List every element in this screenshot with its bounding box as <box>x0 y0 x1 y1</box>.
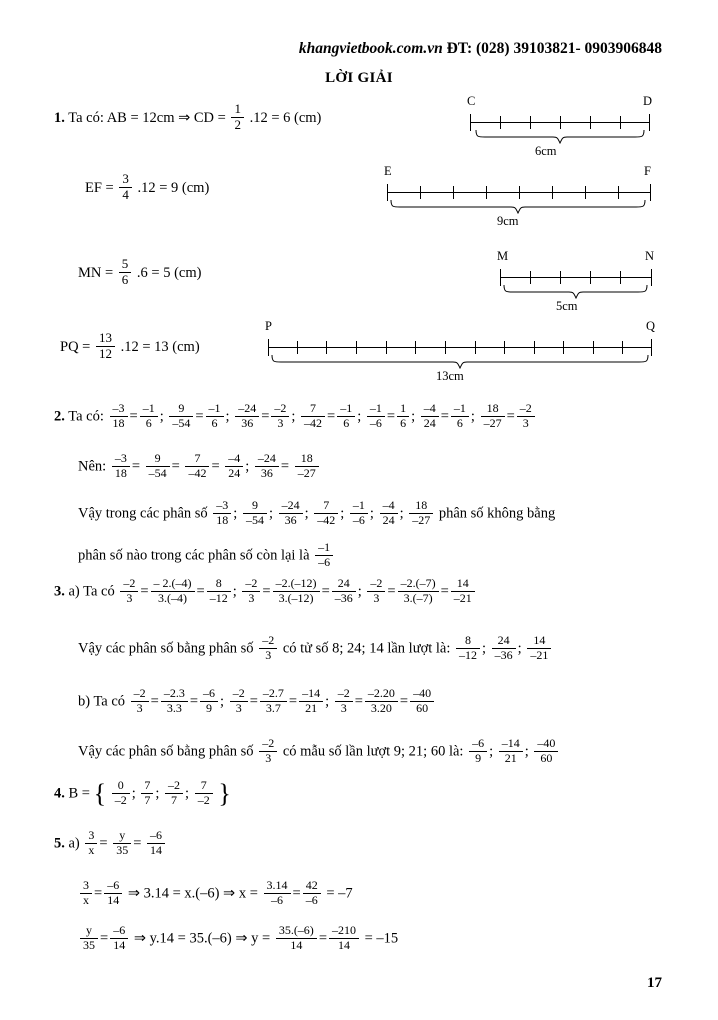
problem-4-label: 4. <box>54 785 65 802</box>
fraction: $\frac{-6}{9}$ <box>469 737 487 766</box>
fraction: $\frac{-2}{3}$ <box>131 687 149 716</box>
problem-4-line: 4. B = { $\frac{0}{-2}$ ; $\frac{7}{7}$ ; $\frac{-2}{7}$ ; $\frac{7}{-2}$ } <box>54 778 231 808</box>
fraction: $\frac{3}{x}$ <box>85 829 97 858</box>
fraction: $\frac{-2}{3}$ <box>367 577 385 606</box>
problem-5-line-2: $\frac{3}{x}$ = $\frac{-6}{14}$ ⇒ 3.14 = x.(–6) ⇒ x = $\frac{3.14}{-6}$ = $\frac{42}{-6}$ = –7 <box>78 880 353 909</box>
fraction: $\frac{-1}{6}$ <box>451 402 469 431</box>
fraction-1-2 <box>231 102 244 133</box>
fraction: $\frac{-1}{-6}$ <box>315 541 333 570</box>
fraction: $\frac{-4}{24}$ <box>421 402 439 431</box>
fraction: $\frac{14}{-21}$ <box>527 634 551 663</box>
problem-2-conclusion-pre: Vậy trong các phân số <box>78 505 208 522</box>
problem-1-label: 1. <box>54 109 65 126</box>
problem-5-line2-end: = –7 <box>326 885 353 902</box>
fraction-5-6 <box>119 257 132 288</box>
problem-3-b-conclusion: Vậy các phân số bằng phân số $\frac{-2}{3}$ có mẫu số lần lượt 9; 21; 60 là: $\frac{-6}{9}$ ; $\frac{-14}{21}$ ; $\frac{-40}{60}$ <box>78 738 688 767</box>
problem-3-label: 3. <box>54 583 65 600</box>
fraction: $\frac{-40}{60}$ <box>410 687 434 716</box>
problem-5-a-pre: a) <box>68 835 80 852</box>
problem-4-pre: B = <box>68 785 90 802</box>
set-brace-open: { <box>93 778 107 808</box>
fraction: $\frac{-2.20}{3.20}$ <box>365 687 398 716</box>
problem-2-then: Nên: <box>78 458 107 475</box>
header-phone: ĐT: (028) 39103821- 0903906848 <box>446 40 662 57</box>
fraction: $\frac{-24}{36}$ <box>279 499 303 528</box>
problem-1-line-4 <box>60 332 200 363</box>
fraction: $\frac{9}{-54}$ <box>243 499 267 528</box>
fraction: $\frac{-2}{3}$ <box>271 402 289 431</box>
diagram-pq-left-label: P <box>265 319 272 333</box>
fraction-13-12 <box>96 331 115 362</box>
fraction: $\frac{-3}{18}$ <box>110 402 128 431</box>
problem-3-b-concl-mid: có mẫu số lần lượt 9; 21; 60 là: <box>282 743 464 760</box>
header-site: khangvietbook.com.vn <box>298 40 443 57</box>
problem-2-line-2: Nên: $\frac{-3}{18}$ = $\frac{9}{-54}$ = $\frac{7}{-42}$ = $\frac{-4}{24}$ ; $\frac{-24}{36}$ = $\frac{18}{-27}$ <box>78 453 321 482</box>
diagram-pq-measure: 13cm <box>436 369 464 383</box>
page-number: 17 <box>647 975 662 991</box>
fraction: $\frac{-2}{3}$ <box>335 687 353 716</box>
fraction-numerator: 13 <box>98 330 112 345</box>
fraction: $\frac{18}{-27}$ <box>481 402 505 431</box>
fraction: $\frac{-2}{3}$ <box>517 402 535 431</box>
diagram-cd-left-label: C <box>467 94 476 108</box>
fraction-numerator: 5 <box>121 256 129 271</box>
fraction: $\frac{14}{-21}$ <box>451 577 475 606</box>
fraction: $\frac{24}{-36}$ <box>492 634 516 663</box>
fraction: $\frac{-2}{3}$ <box>242 577 260 606</box>
problem-3-line-b: b) Ta có $\frac{-2}{3}$ = $\frac{-2.3}{3.3}$ = $\frac{-6}{9}$ ; $\frac{-2}{3}$ = $\frac{-2.7}{3.7}$ = $\frac{-14}{21}$ ; $\frac{-2}{3}$ = $\frac{-2.20}{3.20}$ = $\frac{-40}{60}$ <box>78 688 708 717</box>
fraction: $\frac{7}{-42}$ <box>314 499 338 528</box>
fraction: $\frac{-24}{36}$ <box>235 402 259 431</box>
diagram-cd-measure: 6cm <box>535 144 557 158</box>
fraction: $\frac{9}{-54}$ <box>146 452 170 481</box>
fraction: $\frac{-40}{60}$ <box>534 737 558 766</box>
problem-5-line-3: $\frac{y}{35}$ = $\frac{-6}{14}$ ⇒ y.14 = 35.(–6) ⇒ y = $\frac{35.(-6)}{14}$ = $\frac{-210}{14}$ = –15 <box>78 925 398 954</box>
page-header <box>299 40 662 58</box>
fraction: $\frac{1}{6}$ <box>397 402 409 431</box>
fraction: $\frac{-2.7}{3.7}$ <box>260 687 287 716</box>
problem-1-line-2 <box>85 173 209 204</box>
fraction: $\frac{7}{-42}$ <box>185 452 209 481</box>
problem-1-text-1: Ta có: AB = 12cm ⇒ CD = <box>68 109 226 126</box>
fraction: $\frac{3.14}{-6}$ <box>264 879 291 908</box>
fraction: $\frac{7}{-2}$ <box>195 779 213 808</box>
fraction: $\frac{-14}{21}$ <box>499 737 523 766</box>
problem-1-text-3b: .6 = 5 (cm) <box>136 264 202 281</box>
fraction-numerator: 1 <box>234 101 241 116</box>
fraction: $\frac{-2}{3}$ <box>259 634 277 663</box>
problem-3-a-pre: a) Ta có <box>68 583 115 600</box>
diagram-ef-measure: 9cm <box>497 214 519 228</box>
fraction: $\frac{0}{-2}$ <box>112 779 130 808</box>
problem-2-conclusion-post: phân số không bằng <box>438 505 556 522</box>
diagram-ef-left-label: E <box>384 164 392 178</box>
fraction: $\frac{-3}{18}$ <box>112 452 130 481</box>
fraction-3-4 <box>119 172 132 203</box>
fraction: $\frac{-6}{14}$ <box>110 924 128 953</box>
problem-2-intro: Ta có: <box>68 408 104 425</box>
problem-1-text-4b: .12 = 13 (cm) <box>120 338 200 355</box>
fraction: $\frac{-6}{9}$ <box>200 687 218 716</box>
diagram-mn-left-label: M <box>497 249 509 263</box>
problem-1-line-3 <box>78 258 201 289</box>
problem-3-b-pre: b) Ta có <box>78 693 126 710</box>
diagram-cd-right-label: D <box>643 94 653 108</box>
fraction: $\frac{8}{-12}$ <box>207 577 231 606</box>
fraction: $\frac{-1}{6}$ <box>206 402 224 431</box>
fraction: $\frac{-1}{6}$ <box>337 402 355 431</box>
problem-3-a-concl-pre: Vậy các phân số bằng phân số <box>78 640 254 657</box>
fraction: $\frac{-14}{21}$ <box>299 687 323 716</box>
problem-5-line3-end: = –15 <box>364 930 399 947</box>
fraction: $\frac{-6}{14}$ <box>104 879 122 908</box>
fraction: $\frac{-2}{3}$ <box>120 577 138 606</box>
fraction-denominator: 6 <box>119 272 132 288</box>
diagram-ef-right-label: F <box>644 164 651 178</box>
problem-2-line-1: 2. Ta có: $\frac{-3}{18}$ = $\frac{-1}{6}$ ; $\frac{9}{-54}$ = $\frac{-1}{6}$ ; $\frac{-24}{36}$ = $\frac{-2}{3}$ ; $\frac{7}{-42}$ = $\frac{-1}{6}$ ; $\frac{-1}{-6}$ = $\frac{1}{6}$ ; $\frac{-4}{24}$ = $\frac{-1}{6}$ ; $\frac{18}{-27}$ = $\frac{-2}{3}$ <box>54 403 674 432</box>
fraction: $\frac{-2}{7}$ <box>165 779 183 808</box>
set-brace-close: } <box>218 778 231 808</box>
fraction-denominator: 4 <box>119 187 132 203</box>
fraction: $\frac{35.(-6)}{14}$ <box>276 924 317 953</box>
fraction: $\frac{-210}{14}$ <box>329 924 359 953</box>
problem-1-text-1b: .12 = 6 (cm) <box>249 109 322 126</box>
problem-2-line-3: Vậy trong các phân số $\frac{-3}{18}$ ; $\frac{9}{-54}$ ; $\frac{-24}{36}$ ; $\frac{7}{-42}$ ; $\frac{-1}{-6}$ ; $\frac{-4}{24}$ ; $\frac{18}{-27}$ phân số không bằng <box>78 498 556 527</box>
problem-2-line-4 <box>78 542 335 571</box>
fraction: $\frac{7}{7}$ <box>141 779 153 808</box>
problem-3-b-concl-pre: Vậy các phân số bằng phân số <box>78 743 254 760</box>
fraction: $\frac{8}{-12}$ <box>456 634 480 663</box>
fraction: $\frac{-1}{6}$ <box>140 402 158 431</box>
fraction: $\frac{-2}{3}$ <box>259 737 277 766</box>
fraction-denominator: 2 <box>231 117 244 133</box>
problem-2-conclusion-2: phân số nào trong các phân số còn lại là <box>78 547 310 564</box>
problem-5-label: 5. <box>54 835 65 852</box>
fraction: $\frac{-24}{36}$ <box>255 452 279 481</box>
fraction: $\frac{24}{-36}$ <box>332 577 356 606</box>
fraction: $\frac{-2}{3}$ <box>230 687 248 716</box>
problem-1-line-1 <box>54 103 321 134</box>
fraction: $\frac{y}{35}$ <box>113 829 131 858</box>
fraction-denominator: 12 <box>96 346 115 362</box>
fraction: $\frac{-4}{24}$ <box>380 499 398 528</box>
fraction: $\frac{18}{-27}$ <box>409 499 433 528</box>
fraction: $\frac{-1}{-6}$ <box>367 402 385 431</box>
fraction: $\frac{9}{-54}$ <box>169 402 193 431</box>
fraction: $\frac{-6}{14}$ <box>147 829 165 858</box>
fraction: $\frac{-1}{-6}$ <box>350 499 368 528</box>
problem-2-label: 2. <box>54 408 65 425</box>
problem-1-text-3: MN = <box>78 264 114 281</box>
fraction: $\frac{42}{-6}$ <box>303 879 321 908</box>
fraction: $\frac{3}{x}$ <box>80 879 92 908</box>
fraction-numerator: 3 <box>122 171 129 186</box>
problem-3-a-conclusion: Vậy các phân số bằng phân số $\frac{-2}{3}$ có tử số 8; 24; 14 lần lượt là: $\frac{8}{-12}$ ; $\frac{24}{-36}$ ; $\frac{14}{-21}$ <box>78 635 678 664</box>
problem-5-line3-mid: ⇒ y.14 = 35.(–6) ⇒ y = <box>133 930 271 947</box>
fraction: $\frac{-2.3}{3.3}$ <box>161 687 188 716</box>
page-title: LỜI GIẢI <box>325 70 393 86</box>
diagram-mn-right-label: N <box>645 249 655 263</box>
problem-1-text-4: PQ = <box>60 338 91 355</box>
problem-5-line2-mid: ⇒ 3.14 = x.(–6) ⇒ x = <box>127 885 258 902</box>
fraction: $\frac{y}{35}$ <box>80 924 98 953</box>
fraction: $\frac{-2.(-7)}{3.(-7)}$ <box>398 577 439 606</box>
fraction: $\frac{- 2.(-4)}{3.(-4)}$ <box>151 577 195 606</box>
problem-3-a-concl-mid: có tử số 8; 24; 14 lần lượt là: <box>282 640 451 657</box>
problem-3-line-a: 3. a) Ta có $\frac{-2}{3}$ = $\frac{- 2.(-4)}{3.(-4)}$ = $\frac{8}{-12}$ ; $\frac{-2}{3}$ = $\frac{-2.(-12)}{3.(-12)}$ = $\frac{24}{-36}$ ; $\frac{-2}{3}$ = $\frac{-2.(-7)}{3.(-7)}$ = $\frac{14}{-21}$ <box>54 578 684 607</box>
problem-1-text-2b: .12 = 9 (cm) <box>137 179 210 196</box>
fraction: $\frac{18}{-27}$ <box>295 452 319 481</box>
fraction: $\frac{-3}{18}$ <box>213 499 231 528</box>
diagram-pq-right-label: Q <box>646 319 656 333</box>
problem-1-text-2: EF = <box>85 179 114 196</box>
fraction: $\frac{-4}{24}$ <box>225 452 243 481</box>
fraction: $\frac{7}{-42}$ <box>301 402 325 431</box>
diagram-mn-measure: 5cm <box>556 299 578 313</box>
fraction: $\frac{-2.(-12)}{3.(-12)}$ <box>273 577 320 606</box>
problem-5-line-a: 5. a) $\frac{3}{x}$ = $\frac{y}{35}$ = $\frac{-6}{14}$ <box>54 830 167 859</box>
